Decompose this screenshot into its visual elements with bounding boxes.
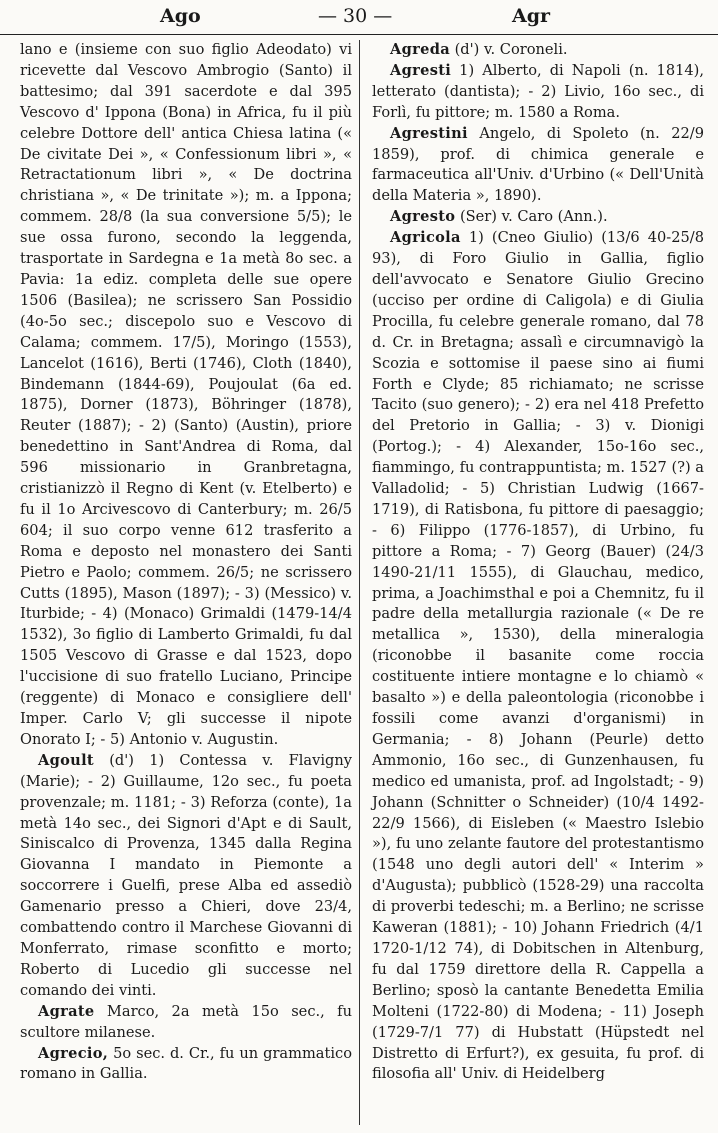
entry-text: 1) Alberto, di Napoli (n. 1814), letterato (dantista); - 2) Livio, 16o sec., di Forlì, fu pittore; m. 1580 a Roma. — [372, 61, 704, 121]
page-header — [0, 2, 718, 35]
entry-agreda — [372, 40, 704, 61]
entry-head: Agresti — [390, 61, 452, 79]
entry-text: 1) (Cneo Giulio) (13/6 40-25/8 93), di Foro Giulio in Gallia, figlio dell'avvocato e Senatore Giulio Grecino (ucciso per ordine di Caligola) e di Giulia Procilla, fu celebre generale romano, dal 78 d. Cr. in Bretagna; assalì e circumnavigò la Scozia e sottomise il paese sino ai fiumi Forth e Clyde; 85 richiamato; ne scrisse Tacito (suo genero); - 2) era nel 418 Prefetto del Pretorio in Gallia; - 3) v. Dionigi (Portog.); - 4) Alexander, 15o-16o sec., fiammingo, fu contrappuntista; m. 1527 (?) a Valladolid; - 5) Christian Ludwig (1667-1719), di Ratisbona, fu pittore di paesaggio; - 6) Filippo (1776-1857), di Urbino, fu pittore a Roma; - 7) Georg (Bauer) (24/3 1490-21/11 1555), di Glauchau, medico, prima, a Joachimsthal e poi a Chemnitz, fu il padre della metallurgia razionale (« De re metallica », 1530), della mineralogia (riconobbe il basanite come roccia costituente intiere montagne e lo chiamò « basalto ») e della paleontologia (riconobbe i fossili come avanzi d'organismi) in Germania; - 8) Johann (Peurle) detto Ammonio, 16o sec., di Gunzenhausen, fu medico ed umanista, prof. ad Ingolstadt; - 9) Johann (Schnitter o Schneider) (10/4 1492-22/9 1566), di Eisleben (« Maestro Islebio »), fu uno zelante fautore del protestantismo (1548 uno degli autori dell' « Interim » d'Augusta); pubblicò (1528-29) una raccolta di proverbi tedeschi; m. a Berlino; ne scrisse Kaweran (1881); - 10) Johann Friedrich (4/1 1720-1/12 74), di Dobitschen in Altenburg, fu dal 1759 direttore della R. Cappella a Berlino; sposò la cantante Benedetta Emilia Molteni (1722-80) di Modena; - 11) Joseph (1729-7/1 77) di Hubstatt (Hüpstedt nel Distretto di Erfurt?), ex gesuita, fu prof. di filosofia all' Univ. di Heidelberg — [372, 229, 704, 1083]
entry-agrate — [20, 1002, 352, 1044]
entry-head: Agricola — [390, 229, 461, 247]
entry-text: (d') v. Coroneli. — [454, 41, 568, 58]
entry-text: 5o sec. d. Cr., fu un grammatico romano in Gallia. — [20, 1044, 352, 1083]
entry-head: Agreda — [390, 41, 450, 58]
entry-agresto — [372, 207, 704, 228]
entry-text: (d') 1) Contessa v. Flavigny (Marie); - 2) Guillaume, 12o sec., fu poeta provenzale; m. 1181; - 3) Reforza (conte), 1a metà 14o sec., dei Signori d'Apt e di Sault, Siniscalco di Provenza, 1345 dalla Regina Giovanna I mandato in Piemonte a soccorrere i Guelfi, prese Alba ed assediò Gamenario presso a Chieri, dove 23/4, combattendo contro il Marchese Giovanni di Monferrato, rimase sconfitto e morto; Roberto di Lucedio gli successe nel comando dei vinti. — [20, 751, 352, 999]
column-divider — [359, 40, 360, 1125]
entry-agresti — [372, 61, 704, 124]
entry-text: Marco, 2a metà 15o sec., fu scultore milanese. — [20, 1002, 352, 1041]
entry-agrecio — [20, 1044, 352, 1086]
right-column — [372, 40, 704, 1085]
entry-text: Angelo, di Spoleto (n. 22/9 1859), prof. di chimica generale e farmaceutica all'Univ. d'Urbino (« Dell'Unità della Materia », 1890). — [372, 124, 704, 205]
entry-agrestini — [372, 124, 704, 208]
header-right-guideword: Agr — [512, 5, 551, 27]
header-left-guideword: Ago — [160, 5, 201, 27]
entry-agoult — [20, 751, 352, 1002]
entry-augustinus-continued — [20, 40, 352, 751]
entry-head: Agrestini — [390, 124, 468, 142]
entry-agricola — [372, 228, 704, 1085]
entry-head: Agrecio, — [38, 1044, 109, 1062]
entry-head: Agoult — [38, 751, 94, 769]
entry-text: (Ser) v. Caro (Ann.). — [459, 208, 608, 226]
entry-head: Agresto — [390, 208, 456, 226]
entry-head: Agrate — [38, 1002, 95, 1020]
page-number: — 30 — — [318, 5, 393, 27]
left-column — [20, 40, 352, 1085]
entry-text: lano e (insieme con suo figlio Adeodato) vi ricevette dal Vescovo Ambrogio (Santo) il battesimo; dal 391 sacerdote e dal 395 Vescovo d' Ippona (Bona) in Africa, fu il più celebre Dottore dell' antica Chiesa latina (« De civitate Dei », « Confessionum libri », « Retractationum libri », « De doctrina christiana », « De trinitate »); m. a Ippona; commem. 28/8 (la sua conversione 5/5); le sue ossa furono, secondo la leggenda, trasportate in Sardegna e 1a metà 8o sec. a Pavia: 1a ediz. completa delle sue opere 1506 (Basilea); ne scrissero San Possidio (4o-5o sec.; discepolo suo e Vescovo di Calama; commem. 17/5), Moringo (1553), Lancelot (1616), Berti (1746), Cloth (1840), Bindemann (1844-69), Poujoulat (6a ed. 1875), Dorner (1873), Böhringer (1878), Reuter (1887); - 2) (Santo) (Austin), priore benedettino in Sant'Andrea di Roma, dal 596 missionario in Granbretagna, cristianizzò il Regno di Kent (v. Etelberto) e fu il 1o Arcivescovo di Canterbury; m. 26/5 604; il suo corpo venne 612 trasferito a Roma e deposto nel monastero dei Santi Pietro e Paolo; commem. 26/5; ne scrissero Cutts (1895), Mason (1897); - 3) (Messico) v. Iturbide; - 4) (Monaco) Grimaldi (1479-14/4 1532), 3o figlio di Lamberto Grimaldi, fu dal 1505 Vescovo di Grasse e dal 1523, dopo l'uccisione di suo fratello Luciano, Principe (reggente) di Monaco e consigliere dell' Imper. Carlo V; gli successe il nipote Onorato I; - 5) Antonio v. Augustin. — [20, 41, 352, 748]
